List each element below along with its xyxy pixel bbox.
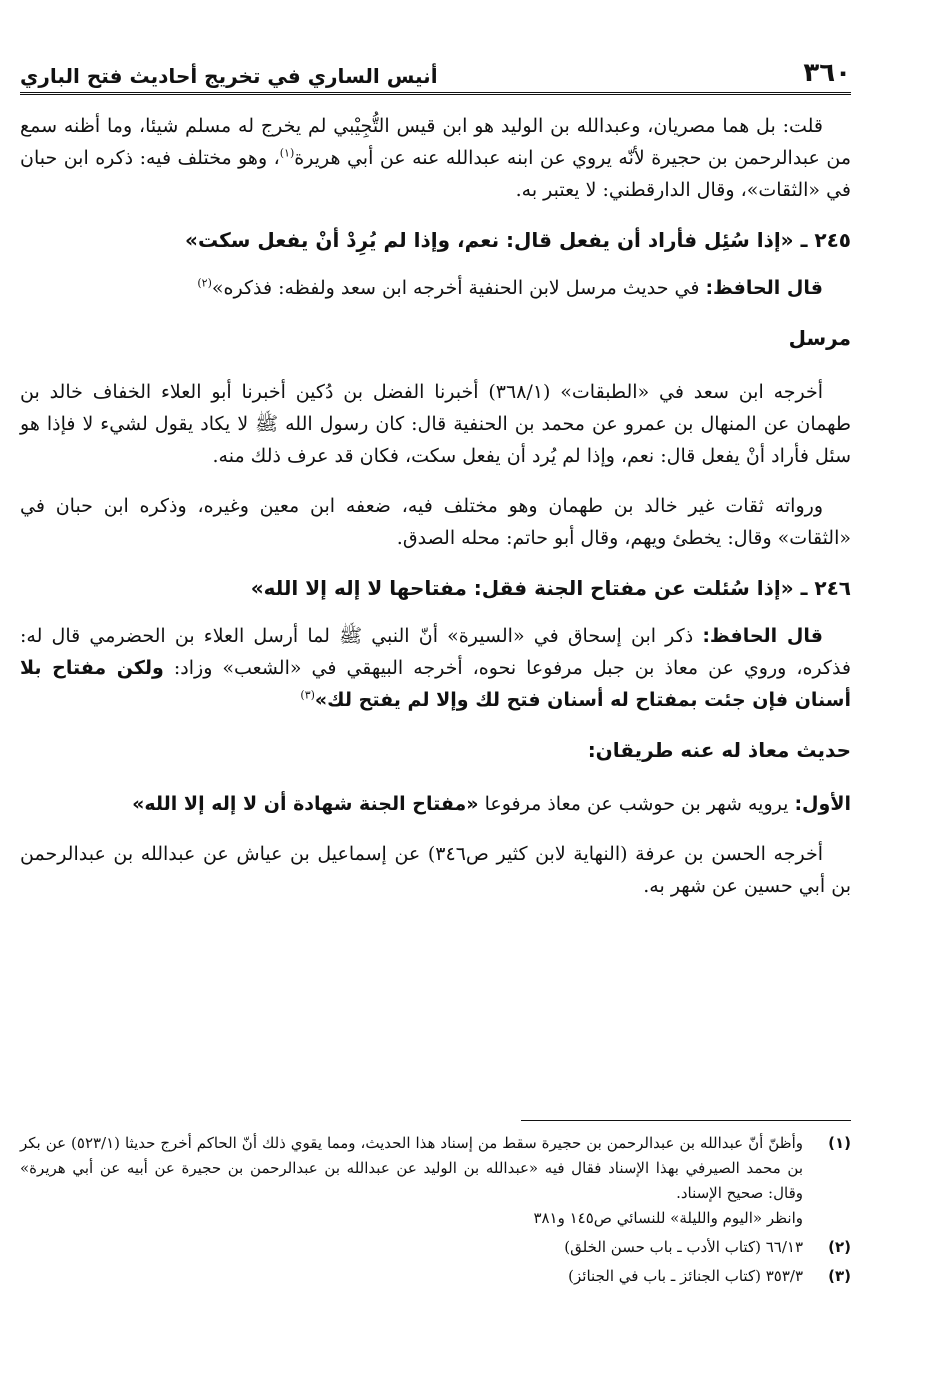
hafiz-paragraph-245 <box>20 272 851 304</box>
footnote-body <box>20 1131 803 1231</box>
hafiz-paragraph-246 <box>20 620 851 716</box>
running-title: أنيس الساري في تخريج أحاديث فتح الباري <box>20 64 438 88</box>
footnote-line: ٣٥٣/٣ (كتاب الجنائز ـ باب في الجنائز) <box>568 1267 803 1285</box>
footnote-body <box>20 1235 803 1260</box>
book-page <box>20 0 851 1383</box>
first-label: الأول: <box>794 793 851 815</box>
footnote-divider <box>521 1120 851 1121</box>
hafiz-label: قال الحافظ: <box>702 625 823 647</box>
hadith-245-heading: ٢٤٥ ـ «إذا سُئِل فأراد أن يفعل قال: نعم، وإذا لم يُرِدْ أنْ يفعل سكت» <box>185 228 851 252</box>
footnote-ref-3[interactable]: (٣) <box>300 688 315 702</box>
first-takhrij-paragraph: أخرجه الحسن بن عرفة (النهاية لابن كثير ص٣٤٦) عن إسماعيل بن عياش عن عبدالله بن عبدالرحمن بن أبي حسين عن شهر به. <box>20 843 851 897</box>
main-text <box>20 110 851 920</box>
footnote-body <box>20 1264 803 1289</box>
footnote-2 <box>20 1235 851 1260</box>
paragraph-text-tail: ، وهو مختلف فيه: ذكره ابن حبان في «الثقات»، وقال الدارقطني: لا يعتبر به. <box>20 147 851 201</box>
hafiz-label: قال الحافظ: <box>705 277 823 299</box>
footnote-1 <box>20 1131 851 1231</box>
footnote-ref-1[interactable]: (١) <box>279 146 295 160</box>
first-text: يرويه شهر بن حوشب عن معاذ مرفوعا <box>478 793 795 815</box>
footnote-line: ٦٦/١٣ (كتاب الأدب ـ باب حسن الخلق) <box>564 1238 803 1256</box>
muadh-title: حديث معاذ له عنه طريقان: <box>587 738 851 762</box>
footnote-line: وأظنّ أنّ عبدالله بن عبدالرحمن بن حجيرة سقط من إسناد هذا الحديث، ومما يقوي ذلك أنّ الحاكم أخرج حديثا (٥٢٣/١) عن بكر بن محمد الصيرفي بهذا الإسناد فقال فيه «عبدالله بن الوليد عن عبدالله بن عبدالرحمن بن حجيرة عن أبيه عن أبي هريرة» وقال: صحيح الإسناد. <box>20 1134 803 1202</box>
first-bold-quote: «مفتاح الجنة شهادة أن لا إله إلا الله» <box>132 793 479 815</box>
hafiz-text: ذكر ابن إسحاق في «السيرة» أنّ النبي ﷺ لما أرسل العلاء بن الحضرمي قال له: فذكره، وروي عن معاذ بن جبل مرفوعا نحوه، أخرجه البيهقي في «الشعب» وزاد: <box>20 625 852 679</box>
paragraph-qultu <box>20 110 851 206</box>
footnote-ref-2[interactable]: (٢) <box>197 276 212 290</box>
takhrij-paragraph-245: أخرجه ابن سعد في «الطبقات» (٣٦٨/١) أخبرنا الفضل بن دُكين أخبرنا أبو العلاء الخفاف خالد بن طهمان عن المنهال بن عمرو عن محمد بن الحنفية قال: كان رسول الله ﷺ لا يكاد يقول لشيء لا فإذا هو سئل فأراد أنْ يفعل قال: نعم، وإذا لم يُرد أن يفعل سكت، فكان قد عرف ذلك منه. <box>20 381 851 467</box>
footnote-number: (١) <box>828 1134 851 1152</box>
hafiz-text: في حديث مرسل لابن الحنفية أخرجه ابن سعد ولفظه: فذكره» <box>211 277 706 299</box>
footnote-3 <box>20 1264 851 1289</box>
footnote-number: (٢) <box>828 1238 851 1256</box>
ruwat-paragraph-245: ورواته ثقات غير خالد بن طهمان وهو مختلف فيه، ضعفه ابن معين وغيره، وذكره ابن حبان في «الثقات» وقال: يخطئ ويهم، وقال أبو حاتم: محله الصدق. <box>20 495 851 549</box>
footnote-number: (٣) <box>828 1267 851 1285</box>
mursal-title: مرسل <box>788 326 851 350</box>
hadith-246-heading: ٢٤٦ ـ «إذا سُئلت عن مفتاح الجنة فقل: مفتاحها لا إله إلا الله» <box>250 576 851 600</box>
paragraph-text: قلت: بل هما مصريان، وعبدالله بن الوليد هو ابن قيس التُّجِيْبي لم يخرج له مسلم شيئا، وما أظنه سمع من عبدالرحمن بن حجيرة لأنّه يروي عن ابنه عبدالله عنه عن أبي هريرة <box>20 115 851 169</box>
hafiz-bold-quote: ولكن مفتاح بلا أسنان فإن جئت بمفتاح له أسنان فتح لك وإلا لم يفتح لك» <box>20 657 851 711</box>
page-number: ٣٦٠ <box>803 58 851 88</box>
footnote-line: وانظر «اليوم والليلة» للنسائي ص١٤٥ و٣٨١ <box>533 1209 803 1227</box>
first-route-paragraph <box>20 788 851 820</box>
footnotes-section <box>20 1120 851 1293</box>
page-header <box>20 48 851 95</box>
